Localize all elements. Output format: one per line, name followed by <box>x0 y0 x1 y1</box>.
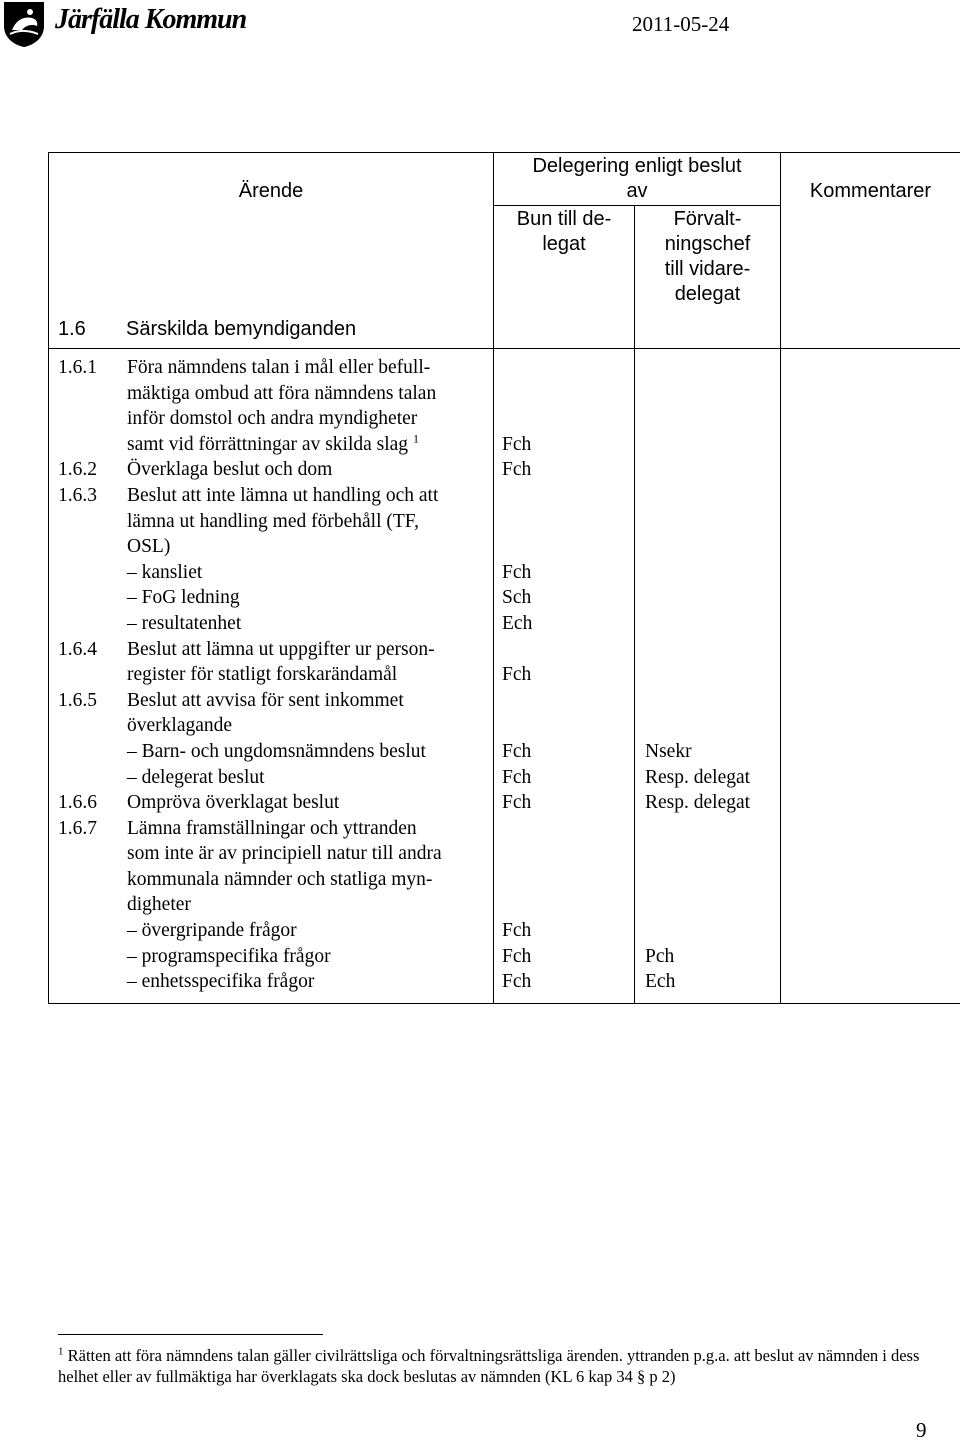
column-title-delegering: Delegering enligt beslut av <box>532 155 742 202</box>
arende-text-line: Beslut att avvisa för sent inkommet <box>127 689 404 711</box>
header-kommentarer-cell <box>781 153 960 349</box>
forvaltningschef-value <box>635 611 780 637</box>
forvaltningschef-value <box>635 816 780 842</box>
bun-value: Fch <box>502 792 532 814</box>
forvaltningschef-value <box>635 509 780 535</box>
forvaltningschef-cell <box>635 349 781 1004</box>
arende-text-line: – kansliet <box>127 561 203 583</box>
column-title-bun: Bun till de- legat <box>516 208 612 255</box>
arende-number: 1.6.7 <box>58 817 97 839</box>
arende-text-line: inför domstol och andra myndigheter <box>127 408 418 430</box>
forvaltningschef-value <box>635 432 780 458</box>
page-header <box>0 0 960 50</box>
header-arende-cell <box>49 153 494 349</box>
header-forvaltningschef-cell <box>635 206 781 349</box>
footnote-marker: 1 <box>58 1345 64 1358</box>
forvaltningschef-item <box>635 688 780 790</box>
arende-number: 1.6.2 <box>58 459 97 481</box>
column-title-forvaltningschef: Förvalt- ningschef till vidare- delegat <box>664 208 751 305</box>
bun-cell <box>494 349 635 1004</box>
arende-item <box>49 816 493 995</box>
bun-value <box>494 355 634 381</box>
bun-value: Fch <box>502 740 532 762</box>
header-bun-cell <box>494 206 635 349</box>
arende-text-line: som inte är av principiell natur till andra <box>127 843 442 865</box>
bun-item <box>494 483 634 637</box>
forvaltningschef-value <box>635 918 780 944</box>
arende-item <box>49 790 493 816</box>
bun-item <box>494 688 634 790</box>
bun-value: Ech <box>502 612 533 634</box>
arende-item <box>49 688 493 790</box>
bun-value: Fch <box>502 459 532 481</box>
bun-value: Fch <box>502 561 532 583</box>
bun-value: Fch <box>502 766 532 788</box>
arende-text-line: OSL) <box>127 536 171 558</box>
forvaltningschef-value: Pch <box>645 945 675 967</box>
arende-number: 1.6.1 <box>58 357 97 378</box>
bun-value <box>494 892 634 918</box>
bun-value: Fch <box>502 971 532 993</box>
forvaltningschef-value: Resp. delegat <box>645 792 751 814</box>
section-title: Särskilda bemyndiganden <box>126 318 357 340</box>
footnote <box>58 1345 938 1387</box>
arende-text-line: Beslut att inte lämna ut handling och att <box>127 484 439 506</box>
bun-item <box>494 790 634 816</box>
forvaltningschef-value <box>635 457 780 483</box>
document-date: 2011-05-24 <box>632 12 730 36</box>
header-delegering-cell <box>494 153 781 206</box>
bun-value <box>494 381 634 407</box>
forvaltningschef-value: Nsekr <box>645 740 692 762</box>
arende-text-line: – Barn- och ungdomsnämndens beslut <box>127 740 426 762</box>
bun-value <box>494 406 634 432</box>
arende-number: 1.6.6 <box>58 792 97 814</box>
arende-text-line: Föra nämndens talan i mål eller befull- <box>127 357 431 378</box>
bun-value: Sch <box>502 587 532 609</box>
bun-value: Fch <box>502 945 532 967</box>
arende-item <box>49 637 493 688</box>
forvaltningschef-item <box>635 483 780 637</box>
arende-cell <box>49 349 494 1004</box>
arende-text-line: samt vid förrättningar av skilda slag $^1$ <box>127 431 419 455</box>
forvaltningschef-item <box>635 355 780 457</box>
table-body-row <box>49 349 960 1004</box>
arende-text-line: kommunala nämnder och statliga myn- <box>127 868 433 890</box>
forvaltningschef-item <box>635 790 780 816</box>
forvaltningschef-value <box>635 637 780 663</box>
arende-text-line: – delegerat beslut <box>127 766 265 788</box>
forvaltningschef-value <box>635 534 780 560</box>
forvaltningschef-value <box>635 381 780 407</box>
bun-value <box>494 688 634 714</box>
arende-text-line: Ompröva överklagat beslut <box>127 792 340 814</box>
kommentarer-cell <box>781 349 960 1004</box>
arende-number: 1.6.5 <box>58 689 97 711</box>
column-title-kommentarer: Kommentarer <box>809 180 932 202</box>
municipal-crest-icon <box>2 0 46 48</box>
arende-text-line: – FoG ledning <box>127 587 240 609</box>
bun-item <box>494 457 634 483</box>
column-title-arende: Ärende <box>238 180 304 202</box>
forvaltningschef-item <box>635 637 780 688</box>
arende-item <box>49 483 493 637</box>
bun-value: Fch <box>502 664 532 686</box>
delegation-table <box>48 152 960 1004</box>
section-number: 1.6 <box>58 318 86 340</box>
bun-value <box>494 637 634 663</box>
forvaltningschef-value <box>635 867 780 893</box>
arende-text-line: Överklaga beslut och dom <box>127 459 333 481</box>
arende-text-line: register för statligt forskarändamål <box>127 664 398 686</box>
page-number: 9 <box>916 1418 927 1442</box>
bun-value: Fch <box>502 920 532 942</box>
bun-value: Fch <box>502 433 532 455</box>
bun-value <box>494 713 634 739</box>
arende-item <box>49 457 493 483</box>
bun-item <box>494 355 634 457</box>
forvaltningschef-value <box>635 662 780 688</box>
footnote-reference: 1 <box>412 431 419 446</box>
forvaltningschef-value: Ech <box>645 971 676 993</box>
forvaltningschef-value <box>635 713 780 739</box>
bun-value <box>494 483 634 509</box>
arende-text-line: Beslut att lämna ut uppgifter ur person- <box>127 638 435 660</box>
municipality-logo-text: Järfälla Kommun <box>55 4 247 35</box>
arende-text-line: – resultatenhet <box>127 612 242 634</box>
forvaltningschef-value <box>635 841 780 867</box>
forvaltningschef-value <box>635 688 780 714</box>
forvaltningschef-value: Resp. delegat <box>645 766 751 788</box>
arende-text-line: digheter <box>127 894 191 916</box>
forvaltningschef-value <box>635 892 780 918</box>
arende-text-line: mäktiga ombud att föra nämndens talan <box>127 382 437 404</box>
bun-value <box>494 534 634 560</box>
forvaltningschef-value <box>635 483 780 509</box>
forvaltningschef-value <box>635 406 780 432</box>
arende-text-line: – övergripande frågor <box>127 920 297 942</box>
arende-item <box>49 355 493 457</box>
footnote-separator <box>58 1334 323 1335</box>
forvaltningschef-value <box>635 560 780 586</box>
bun-value <box>494 816 634 842</box>
arende-text-line: Lämna framställningar och yttranden <box>127 817 417 839</box>
forvaltningschef-item <box>635 457 780 483</box>
bun-item <box>494 637 634 688</box>
arende-text-line: överklagande <box>127 715 233 737</box>
bun-value <box>494 841 634 867</box>
forvaltningschef-value <box>635 585 780 611</box>
arende-text-line: – enhetsspecifika frågor <box>127 971 315 993</box>
forvaltningschef-item <box>635 816 780 995</box>
bun-value <box>494 867 634 893</box>
footnote-text: Rätten att föra nämndens talan gäller civilrättsliga och förvaltningsrättsliga ärenden. yttranden p.g.a. att beslut av nämnden i dess helhet eller av fullmäktiga har överklagats ska dock beslutas av nämnden (KL 6 kap 34 § p 2) <box>58 1346 920 1386</box>
arende-text-line: lämna ut handling med förbehåll (TF, <box>127 510 419 532</box>
arende-number: 1.6.4 <box>58 638 97 660</box>
arende-text-line: – programspecifika frågor <box>127 945 331 967</box>
arende-number: 1.6.3 <box>58 484 97 506</box>
bun-value <box>494 509 634 535</box>
bun-item <box>494 816 634 995</box>
forvaltningschef-value <box>635 355 780 381</box>
